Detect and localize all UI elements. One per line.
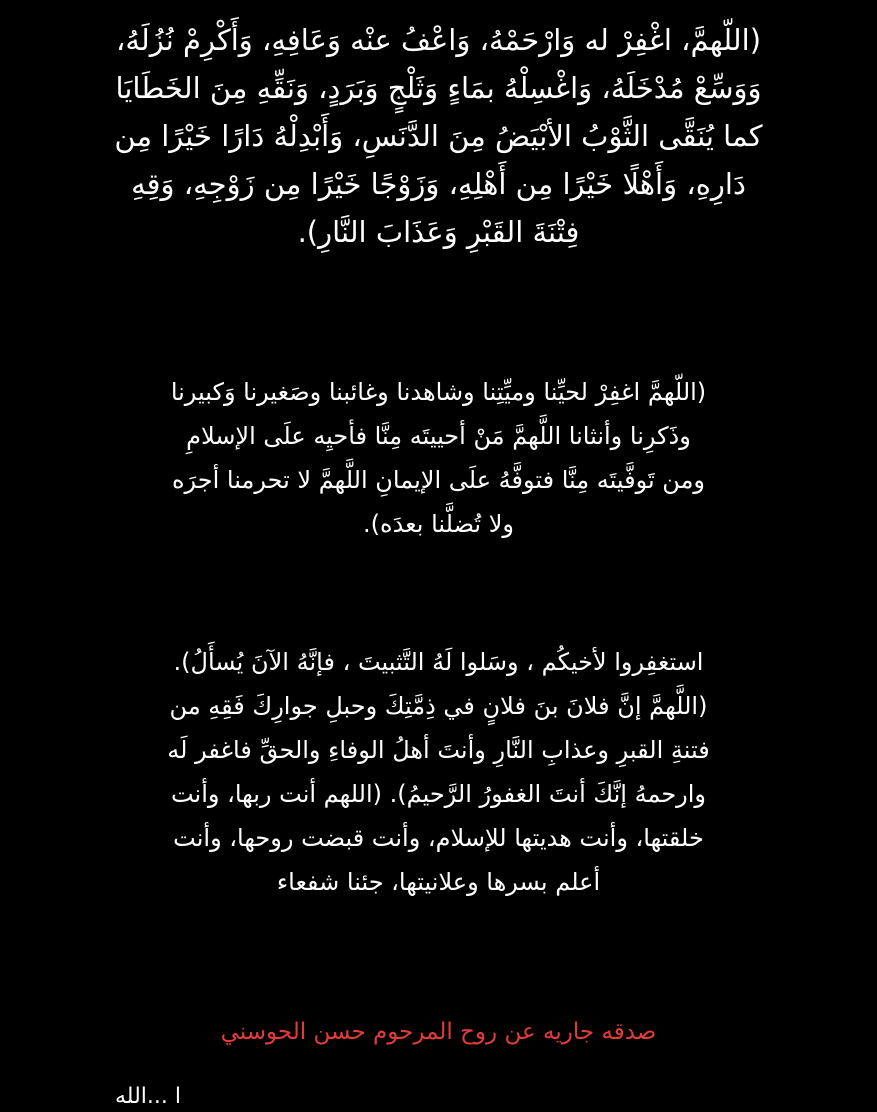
prayer-block-2	[50, 370, 827, 546]
prayer-line: (اللَّهمَّ إنَّ فلانَ بنَ فلانٍ في ذِمَّتِكَ وحبلِ جوارِكَ فَقِهِ من	[169, 692, 708, 720]
cut-off-line: ا ...الله	[115, 1084, 181, 1109]
prayer-line: فتنةِ القبرِ وعذابِ النَّارِ وأنتَ أهلُ الوفاءِ والحقِّ فاغفر لَه	[167, 736, 710, 764]
prayer-line: ولا تُضلَّنا بعدَه).	[363, 510, 514, 538]
prayer-line: كما يُنَقَّى الثَّوْبُ الأبْيَضُ مِنَ الدَّنَسِ، وَأَبْدِلْهُ دَارًا خَيْرًا مِن	[114, 119, 763, 153]
prayer-line: أعلم بسرها وعلانيتها، جئنا شفعاء	[276, 868, 601, 896]
prayer-line: وارحمهُ إنَّكَ أنتَ الغفورُ الرَّحيمُ). (اللهم أنت ربها، وأنت	[170, 780, 707, 808]
prayer-line: (اللّهمَّ اغفِرْ لحيِّنا وميِّتِنا وشاهدنا وغائبنا وصَغيرنا وَكبيرنا	[170, 378, 707, 406]
prayer-line: (اللّهمَّ، اغْفِرْ له وَارْحَمْهُ، وَاعْفُ عنْه وَعَافِهِ، وَأَكْرِمْ نُزُلَهُ،	[115, 23, 762, 57]
prayer-line: وَوَسِّعْ مُدْخَلَهُ، وَاغْسِلْهُ بمَاءٍ وَثَلْجٍ وَبَرَدٍ، وَنَقِّهِ مِنَ الخَطَايَا	[115, 71, 762, 105]
prayer-block-1	[50, 16, 827, 256]
prayer-line: استغفِروا لأخيكُم ، وسَلوا لَهُ التَّثبيتَ ، فإنَّهُ الآنَ يُسأَلُ).	[173, 648, 704, 676]
prayer-line: فِتْنَةَ القَبْرِ وَعَذَابَ النَّارِ).	[297, 215, 580, 249]
prayer-line: خلقتها، وأنت هديتها للإسلام، وأنت قبضت روحها، وأنت	[173, 824, 704, 852]
prayer-line: دَارِهِ، وَأَهْلًا خَيْرًا مِن أَهْلِهِ، وَزَوْجًا خَيْرًا مِن زَوْجِهِ، وَقِهِ	[131, 167, 746, 201]
dedication-text: صدقه جاريه عن روح المرحوم حسن الحوسني	[220, 1019, 657, 1045]
prayer-line: وذَكرِنا وأنثانا اللَّهمَّ مَنْ أحييتَه مِنَّا فأحيِه علَى الإسلامِ	[186, 422, 691, 450]
prayer-block-3	[50, 640, 827, 904]
prayer-line: ومن تَوفَّيتَه مِنَّا فتوفَّهُ علَى الإيمانِ اللَّهمَّ لا تحرمنا أجرَه	[171, 466, 706, 494]
